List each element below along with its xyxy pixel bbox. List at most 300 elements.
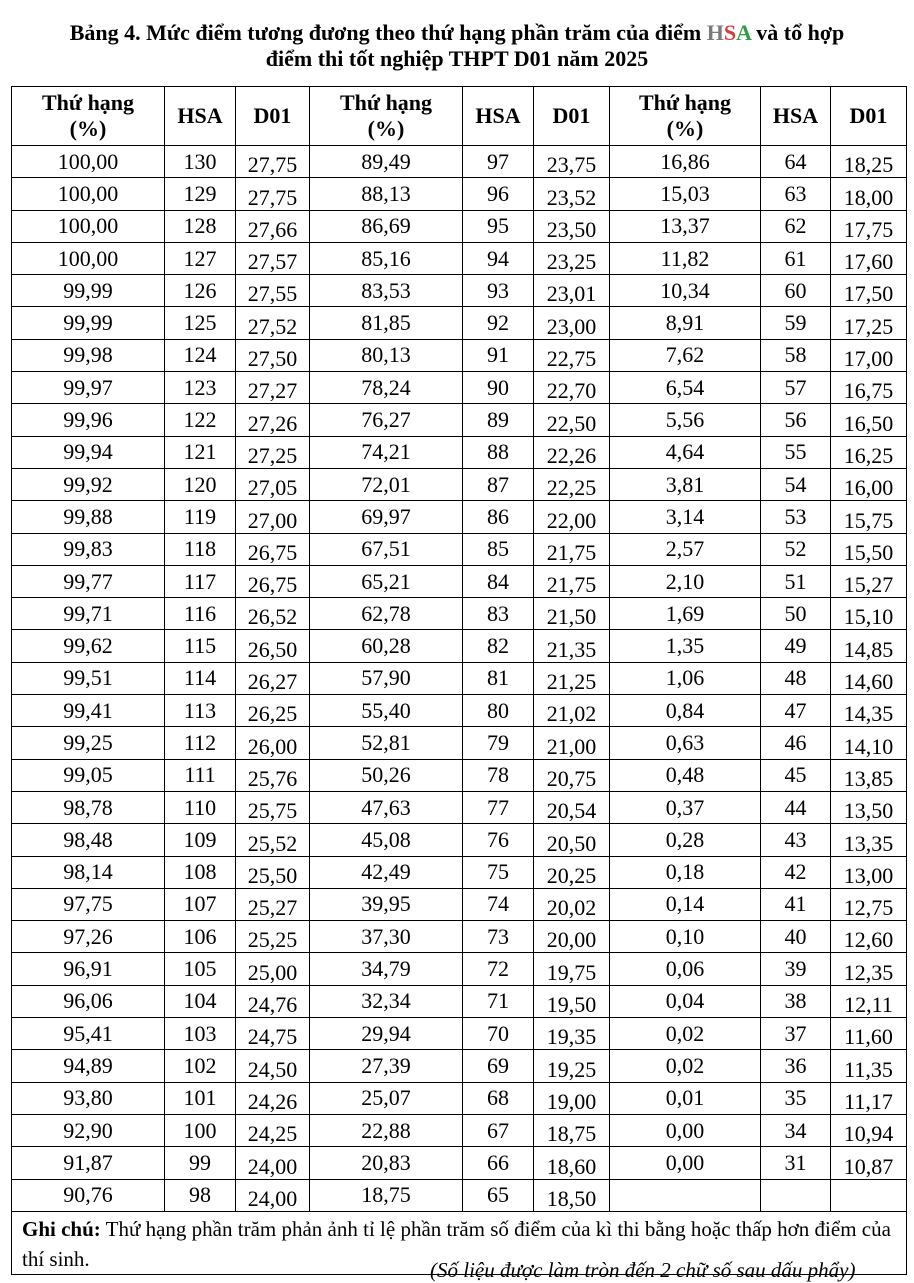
rank-cell: 57,90 (310, 662, 463, 694)
rank-cell: 3,81 (610, 468, 761, 500)
d01-cell: 26,52 (236, 598, 310, 630)
rank-cell: 2,10 (610, 565, 761, 597)
hsa-cell: 84 (463, 565, 534, 597)
rank-cell: 4,64 (610, 436, 761, 468)
table-row (12, 985, 907, 1017)
hsa-cell: 110 (165, 791, 236, 823)
hsa-cell: 34 (761, 1114, 831, 1146)
d01-cell: 13,50 (831, 791, 907, 823)
d01-cell: 25,25 (236, 921, 310, 953)
rank-cell: 81,85 (310, 307, 463, 339)
d01-cell: 12,75 (831, 888, 907, 920)
d01-cell: 17,50 (831, 275, 907, 307)
hsa-cell: 114 (165, 662, 236, 694)
hsa-cell: 56 (761, 404, 831, 436)
d01-cell: 21,02 (534, 695, 610, 727)
rank-cell: 100,00 (12, 146, 165, 178)
hsa-cell: 57 (761, 372, 831, 404)
d01-cell: 15,27 (831, 565, 907, 597)
rank-cell: 15,03 (610, 178, 761, 210)
table-title (0, 20, 914, 72)
hsa-cell: 123 (165, 372, 236, 404)
table-row (12, 372, 907, 404)
table-row (12, 856, 907, 888)
hsa-cell: 94 (463, 242, 534, 274)
d01-cell: 24,50 (236, 1050, 310, 1082)
rounding-footnote: (Số liệu được làm tròn đến 2 chữ số sau dấu phẩy) (430, 1258, 856, 1282)
table-row (12, 468, 907, 500)
d01-cell: 22,25 (534, 468, 610, 500)
hsa-cell: 79 (463, 727, 534, 759)
rank-cell: 0,02 (610, 1050, 761, 1082)
col-header-rank: Thứ hạng (%) (610, 87, 761, 146)
rank-cell: 0,10 (610, 921, 761, 953)
hsa-letter-a: A (736, 20, 751, 45)
table-row (12, 1114, 907, 1146)
rank-cell: 100,00 (12, 210, 165, 242)
d01-cell: 16,75 (831, 372, 907, 404)
d01-cell: 25,27 (236, 888, 310, 920)
d01-cell: 25,75 (236, 791, 310, 823)
table-row (12, 921, 907, 953)
d01-cell: 22,50 (534, 404, 610, 436)
table-row (12, 759, 907, 791)
rank-cell: 1,35 (610, 630, 761, 662)
rank-cell: 29,94 (310, 1018, 463, 1050)
note-text: Thứ hạng phần trăm phản ảnh tỉ lệ phần trăm số điểm của kì thi bằng hoặc thấp hơn điểm của thí sinh. (22, 1216, 891, 1271)
hsa-cell: 91 (463, 339, 534, 371)
d01-cell: 22,70 (534, 372, 610, 404)
hsa-letter-s: S (723, 20, 737, 45)
rank-cell: 1,69 (610, 598, 761, 630)
table-row (12, 1147, 907, 1179)
rank-cell: 7,62 (610, 339, 761, 371)
col-header-hsa: HSA (463, 87, 534, 146)
d01-cell: 25,00 (236, 953, 310, 985)
hsa-cell: 118 (165, 533, 236, 565)
rank-cell: 99,05 (12, 759, 165, 791)
hsa-cell: 92 (463, 307, 534, 339)
d01-cell: 10,87 (831, 1147, 907, 1179)
d01-cell: 24,25 (236, 1114, 310, 1146)
rank-cell: 0,37 (610, 791, 761, 823)
rank-cell: 99,62 (12, 630, 165, 662)
d01-cell: 17,00 (831, 339, 907, 371)
hsa-cell: 74 (463, 888, 534, 920)
hsa-cell: 42 (761, 856, 831, 888)
d01-cell: 13,00 (831, 856, 907, 888)
hsa-cell: 62 (761, 210, 831, 242)
table-row (12, 695, 907, 727)
hsa-cell: 47 (761, 695, 831, 727)
d01-cell: 16,25 (831, 436, 907, 468)
d01-cell: 17,25 (831, 307, 907, 339)
rank-cell: 62,78 (310, 598, 463, 630)
hsa-cell: 63 (761, 178, 831, 210)
hsa-cell: 122 (165, 404, 236, 436)
hsa-cell: 104 (165, 985, 236, 1017)
col-header-d01: D01 (831, 87, 907, 146)
col-header-rank: Thứ hạng (%) (310, 87, 463, 146)
table-row (12, 339, 907, 371)
hsa-cell: 73 (463, 921, 534, 953)
rank-cell: 50,26 (310, 759, 463, 791)
hsa-cell: 82 (463, 630, 534, 662)
rank-cell: 10,34 (610, 275, 761, 307)
rank-cell: 99,83 (12, 533, 165, 565)
rank-cell: 39,95 (310, 888, 463, 920)
d01-cell: 11,17 (831, 1082, 907, 1114)
hsa-cell: 67 (463, 1114, 534, 1146)
rank-cell: 0,06 (610, 953, 761, 985)
d01-cell: 19,75 (534, 953, 610, 985)
d01-cell: 24,00 (236, 1179, 310, 1211)
table-row (12, 242, 907, 274)
d01-cell: 26,25 (236, 695, 310, 727)
table-row (12, 436, 907, 468)
hsa-cell: 85 (463, 533, 534, 565)
rank-cell: 42,49 (310, 856, 463, 888)
table-row (12, 1050, 907, 1082)
hsa-cell: 45 (761, 759, 831, 791)
d01-cell: 26,27 (236, 662, 310, 694)
table-row (12, 146, 907, 178)
hsa-cell: 64 (761, 146, 831, 178)
d01-cell: 26,50 (236, 630, 310, 662)
table-title-line-1: Bảng 4. Mức điểm tương đương theo thứ hạng phần trăm của điểm HSA và tổ hợp (69, 20, 845, 45)
d01-cell: 27,27 (236, 372, 310, 404)
rank-cell: 0,63 (610, 727, 761, 759)
d01-cell: 17,60 (831, 242, 907, 274)
d01-cell (831, 1179, 907, 1211)
hsa-cell: 58 (761, 339, 831, 371)
rank-cell: 25,07 (310, 1082, 463, 1114)
hsa-letter-h: H (706, 20, 724, 45)
hsa-cell: 65 (463, 1179, 534, 1211)
table-row (12, 275, 907, 307)
table-row (12, 1082, 907, 1114)
d01-cell: 11,35 (831, 1050, 907, 1082)
rank-cell: 85,16 (310, 242, 463, 274)
hsa-cell: 99 (165, 1147, 236, 1179)
hsa-cell: 113 (165, 695, 236, 727)
hsa-cell: 106 (165, 921, 236, 953)
d01-cell: 13,85 (831, 759, 907, 791)
hsa-cell: 66 (463, 1147, 534, 1179)
rank-cell: 97,26 (12, 921, 165, 953)
rank-cell: 60,28 (310, 630, 463, 662)
rank-cell: 99,25 (12, 727, 165, 759)
d01-cell: 14,35 (831, 695, 907, 727)
hsa-cell: 40 (761, 921, 831, 953)
hsa-cell: 70 (463, 1018, 534, 1050)
hsa-cell: 129 (165, 178, 236, 210)
d01-cell: 27,66 (236, 210, 310, 242)
rank-cell: 83,53 (310, 275, 463, 307)
hsa-cell: 126 (165, 275, 236, 307)
rank-cell: 52,81 (310, 727, 463, 759)
hsa-cell: 107 (165, 888, 236, 920)
hsa-cell: 115 (165, 630, 236, 662)
rank-cell: 97,75 (12, 888, 165, 920)
rank-cell: 3,14 (610, 501, 761, 533)
rank-cell: 8,91 (610, 307, 761, 339)
table-row (12, 404, 907, 436)
d01-cell: 26,75 (236, 533, 310, 565)
rank-cell: 76,27 (310, 404, 463, 436)
hsa-cell: 61 (761, 242, 831, 274)
hsa-cell: 125 (165, 307, 236, 339)
rank-cell: 98,78 (12, 791, 165, 823)
hsa-cell: 116 (165, 598, 236, 630)
rank-cell: 0,18 (610, 856, 761, 888)
rank-cell: 96,06 (12, 985, 165, 1017)
hsa-cell: 89 (463, 404, 534, 436)
hsa-cell: 39 (761, 953, 831, 985)
rank-cell: 88,13 (310, 178, 463, 210)
hsa-cell: 101 (165, 1082, 236, 1114)
rank-cell: 13,37 (610, 210, 761, 242)
hsa-cell: 50 (761, 598, 831, 630)
d01-cell: 15,75 (831, 501, 907, 533)
hsa-cell: 128 (165, 210, 236, 242)
d01-cell: 18,75 (534, 1114, 610, 1146)
rank-cell: 99,88 (12, 501, 165, 533)
d01-cell: 15,10 (831, 598, 907, 630)
table-row (12, 565, 907, 597)
hsa-cell: 95 (463, 210, 534, 242)
hsa-cell: 51 (761, 565, 831, 597)
hsa-cell: 109 (165, 824, 236, 856)
d01-cell: 18,00 (831, 178, 907, 210)
d01-cell: 17,75 (831, 210, 907, 242)
hsa-cell: 127 (165, 242, 236, 274)
d01-cell: 21,75 (534, 533, 610, 565)
rank-cell: 72,01 (310, 468, 463, 500)
d01-cell: 27,50 (236, 339, 310, 371)
hsa-cell: 80 (463, 695, 534, 727)
col-header-rank: Thứ hạng (%) (12, 87, 165, 146)
rank-cell: 99,92 (12, 468, 165, 500)
hsa-cell: 37 (761, 1018, 831, 1050)
hsa-cell: 75 (463, 856, 534, 888)
d01-cell: 27,00 (236, 501, 310, 533)
rank-cell: 99,97 (12, 372, 165, 404)
d01-cell: 18,25 (831, 146, 907, 178)
note-label: Ghi chú: (22, 1216, 101, 1241)
rank-cell: 0,14 (610, 888, 761, 920)
hsa-cell: 102 (165, 1050, 236, 1082)
d01-cell: 12,35 (831, 953, 907, 985)
rank-cell: 99,41 (12, 695, 165, 727)
rank-cell: 34,79 (310, 953, 463, 985)
rank-cell: 27,39 (310, 1050, 463, 1082)
table-row (12, 630, 907, 662)
rank-cell: 0,00 (610, 1114, 761, 1146)
rank-cell: 20,83 (310, 1147, 463, 1179)
d01-cell: 14,85 (831, 630, 907, 662)
col-header-hsa: HSA (165, 87, 236, 146)
d01-cell: 27,52 (236, 307, 310, 339)
rank-cell: 98,48 (12, 824, 165, 856)
table-header-row (12, 87, 907, 146)
table-row (12, 1018, 907, 1050)
rank-cell: 100,00 (12, 178, 165, 210)
rank-cell: 99,99 (12, 275, 165, 307)
rank-cell (610, 1179, 761, 1211)
hsa-cell: 54 (761, 468, 831, 500)
table-row (12, 178, 907, 210)
rank-cell: 80,13 (310, 339, 463, 371)
table-row (12, 210, 907, 242)
hsa-cell: 96 (463, 178, 534, 210)
rank-cell: 0,04 (610, 985, 761, 1017)
hsa-cell: 120 (165, 468, 236, 500)
rank-cell: 0,01 (610, 1082, 761, 1114)
d01-cell: 12,60 (831, 921, 907, 953)
table-title-line-2: điểm thi tốt nghiệp THPT D01 năm 2025 (265, 46, 649, 71)
rank-cell: 99,71 (12, 598, 165, 630)
d01-cell: 27,26 (236, 404, 310, 436)
d01-cell: 13,35 (831, 824, 907, 856)
d01-cell: 19,25 (534, 1050, 610, 1082)
d01-cell: 24,26 (236, 1082, 310, 1114)
table-row (12, 1179, 907, 1211)
d01-cell: 27,75 (236, 178, 310, 210)
hsa-cell: 60 (761, 275, 831, 307)
hsa-cell: 81 (463, 662, 534, 694)
hsa-cell: 41 (761, 888, 831, 920)
hsa-cell: 35 (761, 1082, 831, 1114)
d01-cell: 24,75 (236, 1018, 310, 1050)
d01-cell: 20,54 (534, 791, 610, 823)
hsa-cell: 71 (463, 985, 534, 1017)
d01-cell: 10,94 (831, 1114, 907, 1146)
rank-cell: 37,30 (310, 921, 463, 953)
rank-cell: 99,51 (12, 662, 165, 694)
table-row (12, 307, 907, 339)
d01-cell: 19,50 (534, 985, 610, 1017)
rank-cell: 55,40 (310, 695, 463, 727)
d01-cell: 21,25 (534, 662, 610, 694)
rank-cell: 94,89 (12, 1050, 165, 1082)
d01-cell: 27,57 (236, 242, 310, 274)
rank-cell: 96,91 (12, 953, 165, 985)
rank-cell: 69,97 (310, 501, 463, 533)
hsa-cell: 87 (463, 468, 534, 500)
rank-cell: 99,96 (12, 404, 165, 436)
hsa-cell: 112 (165, 727, 236, 759)
hsa-cell: 111 (165, 759, 236, 791)
rank-cell: 89,49 (310, 146, 463, 178)
hsa-cell: 119 (165, 501, 236, 533)
hsa-cell: 86 (463, 501, 534, 533)
rank-cell: 0,84 (610, 695, 761, 727)
rank-cell: 74,21 (310, 436, 463, 468)
table-row (12, 501, 907, 533)
d01-cell: 20,02 (534, 888, 610, 920)
table-body (12, 146, 907, 1212)
hsa-cell: 103 (165, 1018, 236, 1050)
hsa-cell: 124 (165, 339, 236, 371)
hsa-cell: 44 (761, 791, 831, 823)
hsa-cell: 38 (761, 985, 831, 1017)
d01-cell: 24,00 (236, 1147, 310, 1179)
rank-cell: 95,41 (12, 1018, 165, 1050)
rank-cell: 32,34 (310, 985, 463, 1017)
d01-cell: 23,01 (534, 275, 610, 307)
rank-cell: 99,98 (12, 339, 165, 371)
d01-cell: 15,50 (831, 533, 907, 565)
hsa-cell: 105 (165, 953, 236, 985)
d01-cell: 20,00 (534, 921, 610, 953)
d01-cell: 26,00 (236, 727, 310, 759)
hsa-cell: 77 (463, 791, 534, 823)
rank-cell: 0,02 (610, 1018, 761, 1050)
d01-cell: 27,55 (236, 275, 310, 307)
hsa-cell: 53 (761, 501, 831, 533)
d01-cell: 21,00 (534, 727, 610, 759)
rank-cell: 11,82 (610, 242, 761, 274)
hsa-cell: 97 (463, 146, 534, 178)
rank-cell: 22,88 (310, 1114, 463, 1146)
hsa-cell: 88 (463, 436, 534, 468)
d01-cell: 12,11 (831, 985, 907, 1017)
rank-cell: 90,76 (12, 1179, 165, 1211)
rank-cell: 6,54 (610, 372, 761, 404)
rank-cell: 16,86 (610, 146, 761, 178)
hsa-cell: 48 (761, 662, 831, 694)
rank-cell: 93,80 (12, 1082, 165, 1114)
table-row (12, 888, 907, 920)
hsa-cell: 69 (463, 1050, 534, 1082)
hsa-cell: 117 (165, 565, 236, 597)
d01-cell: 22,00 (534, 501, 610, 533)
hsa-cell: 43 (761, 824, 831, 856)
rank-cell: 0,28 (610, 824, 761, 856)
d01-cell: 18,50 (534, 1179, 610, 1211)
hsa-cell: 100 (165, 1114, 236, 1146)
d01-cell: 21,50 (534, 598, 610, 630)
rank-cell: 91,87 (12, 1147, 165, 1179)
table-row (12, 662, 907, 694)
d01-cell: 20,25 (534, 856, 610, 888)
d01-cell: 22,26 (534, 436, 610, 468)
rank-cell: 99,77 (12, 565, 165, 597)
d01-cell: 27,25 (236, 436, 310, 468)
rank-cell: 86,69 (310, 210, 463, 242)
hsa-cell: 98 (165, 1179, 236, 1211)
d01-cell: 19,35 (534, 1018, 610, 1050)
d01-cell: 16,50 (831, 404, 907, 436)
hsa-cell: 36 (761, 1050, 831, 1082)
hsa-cell: 93 (463, 275, 534, 307)
rank-cell: 78,24 (310, 372, 463, 404)
d01-cell: 23,75 (534, 146, 610, 178)
rank-cell: 98,14 (12, 856, 165, 888)
d01-cell: 21,35 (534, 630, 610, 662)
table-row (12, 791, 907, 823)
d01-cell: 26,75 (236, 565, 310, 597)
hsa-cell: 49 (761, 630, 831, 662)
d01-cell: 14,60 (831, 662, 907, 694)
d01-cell: 16,00 (831, 468, 907, 500)
rank-cell: 5,56 (610, 404, 761, 436)
d01-cell: 23,50 (534, 210, 610, 242)
hsa-cell: 72 (463, 953, 534, 985)
hsa-cell: 121 (165, 436, 236, 468)
hsa-cell: 55 (761, 436, 831, 468)
